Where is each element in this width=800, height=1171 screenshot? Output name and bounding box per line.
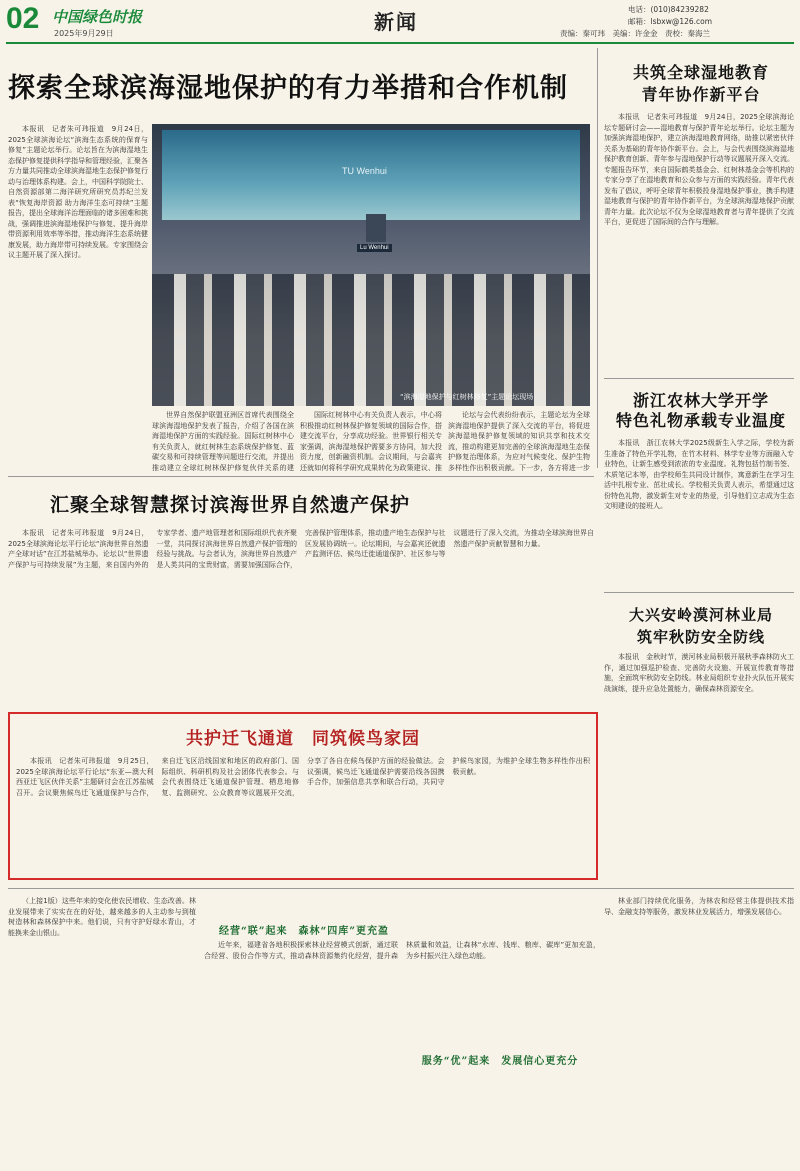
side-story-2-paragraph: 本报讯 浙江农林大学2025级新生入学之际，学校为新生准备了特色开学礼物，在竹木材料、林学专业等方面融入专业特色，让新生感受到浓浓的专业温度。礼物包括竹制书签、木质笔记本等，由学校师生共同设计制作，寓意新生在学习生活中扎根专业、茁壮成长。学校相关负责人表示，希望通过这份特色礼物，激发新生对专业的热爱，引导他们立志成为生态文明建设的接班人。 — [604, 439, 794, 510]
lower-rule — [8, 888, 794, 889]
lead-paragraph: 世界自然保护联盟亚洲区首席代表围绕全球滨海湿地保护发表了报告，介绍了各国在滨海湿地保护方面的实践经验。国际红树林中心有关负责人，就红树林生态系统保护修复、蓝碳交易和可持续管理等问题进行交流，并提出推动建立全球红树林保护修复伙伴关系的建 — [152, 411, 294, 472]
feature-body — [16, 756, 590, 876]
lower-mid-paragraph: 近年来，福建省各地积极探索林业经营模式创新，通过联合经营、股份合作等方式，推动森林资源集约化经营，提升森林质量和效益，让森林“水库、钱库、粮库、碳库”更加充盈，为乡村振兴注入绿色动能。 — [204, 941, 600, 960]
side-story-1-body — [604, 112, 794, 374]
lead-column-2 — [152, 410, 294, 472]
audience-row — [152, 274, 590, 406]
podium — [366, 214, 386, 242]
lead-headline: 探索全球滨海湿地保护的有力举措和合作机制 — [8, 73, 568, 104]
story-two-top-rule — [8, 476, 594, 477]
side-story-1-paragraph: 本报讯 记者朱可玮报道 9月24日，2025全球滨海论坛专题研讨会——湿地教育与保护青年论坛举行。论坛主题为加强滨海湿地保护，建立滨海湿地教育网络，助推以紧密伙伴关系为基础的青年协作新平台。会上，与会代表围绕滨海湿地保护教育创新、青年参与湿地保护行动等议题展开深入交流。专题报告环节，来自国际鹤类基金会、红树林基金会等机构的专家分享了在湿地教育和公众参与方面的实践经验。青年代表发布了倡议，呼吁全球青年积极投身湿地保护事业，携手构建湿地教育与保护的青年协作新平台，为全球滨海湿地保护贡献青年力量。此次论坛不仅为全球湿地教育者与青年提供了交流平台，更促进了国际间的合作与理解。 — [604, 113, 794, 226]
side-story-2-headline-2: 特色礼物承载专业温度 — [615, 411, 786, 430]
side-story-2-headline-1: 浙江农林大学开学 — [632, 391, 769, 410]
lower-right-body — [604, 896, 794, 1166]
masthead — [0, 0, 800, 44]
feature-box — [8, 712, 598, 880]
side-story-3-subline: 筑牢秋防安全防线 — [636, 628, 765, 646]
story-two-body — [8, 528, 594, 696]
feature-paragraph: 本报讯 记者朱可玮报道 9月25日，2025全球滨海论坛平行论坛“东亚—澳大利西亚迁飞区伙伴关系”主题研讨会在江苏盐城召开。会议聚焦候鸟迁飞通道保护与合作，来自迁飞区沿线国家和地区的政府部门、国际组织、科研机构及社会团体代表参会。与会代表围绕迁飞通道保护管理、栖息地修复、监测研究、公众教育等议题展开交流，分享了各自在候鸟保护方面的经验做法。会议强调，候鸟迁飞通道保护需要沿线各国携手合作，加强信息共享和联合行动，共同守护候鸟家园，为维护全球生物多样性作出积极贡献。 — [16, 757, 590, 797]
photo-caption: “滨海湿地保护与红树林修复”主题论坛现场 — [400, 393, 534, 401]
side-story-3-paragraph: 本报讯 金秋时节，漠河林业局积极开展秋季森林防火工作，通过加强巡护检查、完善防火设施、开展宣传教育等措施，全面筑牢秋防安全防线。林业局组织专业扑火队伍开展实战演练，提升应急处置能力，确保森林资源安全。 — [604, 653, 794, 693]
side-story-1-headline-1: 共筑全球湿地教育 — [632, 63, 769, 82]
lead-paragraph: 本报讯 记者朱可玮报道 9月24日，2025全球滨海论坛“滨海生态系统的保育与修复”主题论坛举行。论坛旨在为滨海湿地生态保护修复提供科学指导和管理经验，汇聚各方力量共同推动全球滨海湿地生态保护修复行动与治理体系构建。会上，中国科学院院士、自然资源部第二海洋研究所研究员苏纪兰发表“恢复海岸资源 助力海洋生态可持续”主题报告，提出全球海洋治理面临的诸多困难和挑战，强调推进滨海湿地保护与修复、提升海岸带资源利用效率等举措，推动海洋生态系统健康发展，助力海岸带可持续发展。专家围绕会议主题开展了深入探讨。 — [8, 125, 148, 259]
stage-screen — [162, 130, 580, 220]
page-number: 02 — [6, 2, 40, 35]
side-divider-2 — [604, 592, 794, 593]
column-divider — [597, 48, 598, 468]
lead-column-4 — [448, 410, 590, 472]
contact-phone: 电话：(010)84239282 — [628, 5, 709, 14]
lead-column-1 — [8, 124, 148, 412]
editors-line: 责编：秦可玮 美编：许金金 责校：秦海兰 — [560, 29, 710, 38]
masthead-rule — [6, 42, 794, 44]
lower-mid-body — [204, 940, 600, 1048]
story-two-paragraph: 本报讯 记者朱可玮报道 9月24日，2025全球滨海论坛平行论坛“滨海世界自然遗产全球对话”在江苏盐城举办。论坛以“世界遗产保护与可持续发展”为主题，来自国内外的专家学者、遗产地管理者和国际组织代表齐聚一堂，共同探讨滨海世界自然遗产保护管理的经验与挑战。与会者认为，滨海世界自然遗产是人类共同的宝贵财富，需要加强国际合作，完善保护管理体系，推动遗产地生态保护与社区发展协调统一。论坛期间，与会嘉宾还就遗产监测评估、候鸟迁徙通道保护、社区参与等议题进行了深入交流，为推动全球滨海世界自然遗产保护贡献智慧和力量。 — [8, 529, 594, 569]
issue-date: 2025年9月29日 — [54, 29, 114, 38]
paper-name: 中国绿色时报 — [52, 8, 143, 26]
side-story-2-body — [604, 438, 794, 586]
lower-subhead-1: 经营“联”起来 森林“四库”更充盈 — [218, 926, 389, 937]
lead-paragraph: 国际红树林中心有关负责人表示，中心将积极推动红树林保护修复领域的国际合作，搭建交流平台，分享成功经验。世界银行相关专家强调，滨海湿地保护需要多方协同，加大投资力度，创新融资机制。会议期间，与会嘉宾还就如何将科学研究成果转化为政策建议、推 — [300, 411, 442, 472]
lead-column-3 — [300, 410, 442, 472]
lower-subhead-2: 服务“优”起来 发展信心更充分 — [421, 1056, 579, 1067]
feature-headline: 共护迁飞通道 同筑候鸟家园 — [186, 729, 420, 749]
section-title: 新闻 — [374, 10, 418, 34]
lead-paragraph: 论坛与会代表纷纷表示，主题论坛为全球滨海湿地保护提供了深入交流的平台，将促进滨海湿地保护修复领域的知识共享和技术交流，推动构建更加完善的全球滨海湿地生态保护修复治理体系，为应对气候变化、保护生物多样性作出积极贡献。下一步，各方将进一步 — [448, 411, 590, 472]
side-story-1-headline-2: 青年协作新平台 — [641, 85, 761, 104]
speaker-sign: Lu Wenhui — [357, 244, 392, 252]
lower-left-paragraph: （上接1版）这些年来的变化使农民增收、生态改善。林业发展带来了实实在在的好处，越来越多的人主动参与到植树造林和森林保护中来。他们说，只有守护好绿水青山，才能换来金山银山。 — [8, 897, 196, 937]
lower-right-paragraph: 林业部门持续优化服务，为林农和经营主体提供技术指导、金融支持等服务，激发林业发展活力，增强发展信心。 — [604, 897, 794, 916]
side-divider-1 — [604, 378, 794, 379]
screen-banner-text: TU Wenhui — [342, 166, 387, 176]
contact-email: 邮箱：lsbxw@126.com — [628, 17, 713, 26]
side-story-3-body — [604, 652, 794, 856]
story-two-headline: 汇聚全球智慧探讨滨海世界自然遗产保护 — [50, 494, 411, 516]
side-story-3-headline: 大兴安岭漠河林业局 — [628, 606, 773, 624]
lead-photo — [152, 124, 590, 406]
lower-left-body — [8, 896, 196, 1166]
